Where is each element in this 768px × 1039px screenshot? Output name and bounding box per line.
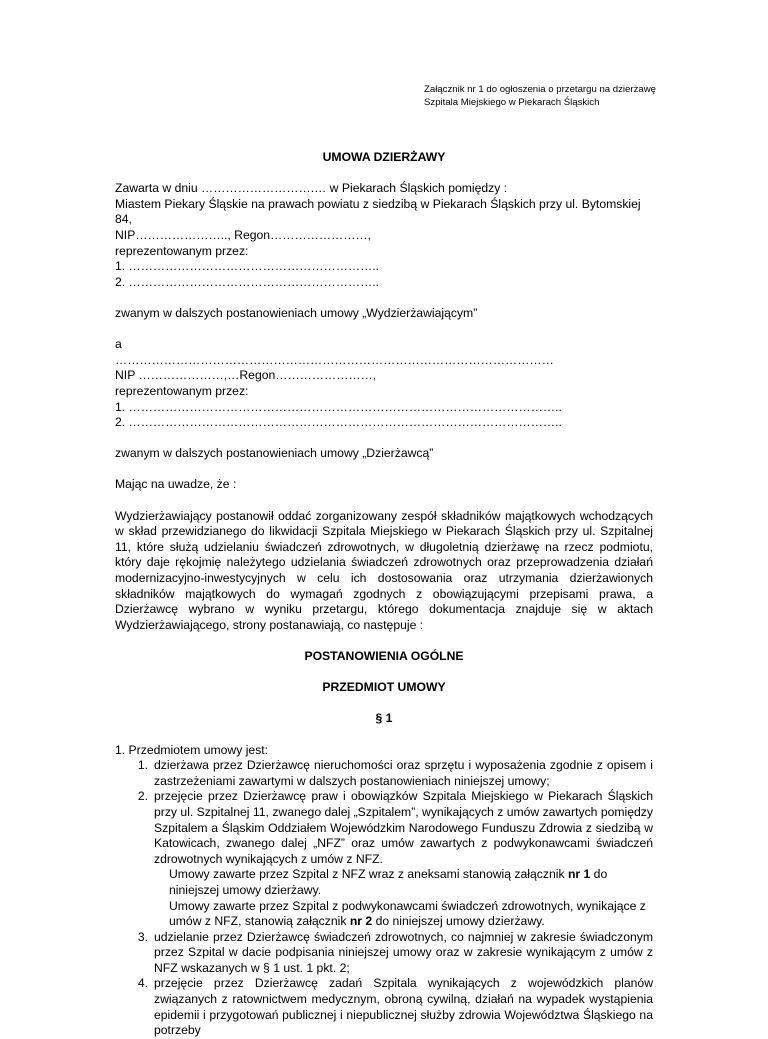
list-item: [127, 930, 653, 977]
intro-line: Zawarta w dniu ……………………….… w Piekarach Śląskich pomiędzy :: [115, 181, 508, 196]
list-item-text: przejęcie przez Dzierżawcę praw i obowiązków Szpitala Miejskiego w Piekarach Śląskich przy ul. Szpitalnej 11, zwanego dalej „Szpitalem”, wynikających z umów zawartych pomiędzy Szpitalem a Śląskim Oddziałem Wojewódzkim Narodowego Funduszu Zdrowia z siedzibą w Katowicach, zwanego dalej „NFZ” oraz umów zawartych z podwykonawcami świadczeń zdrowotnych wynikających z umów z NFZ.: [154, 789, 653, 866]
subject-list: [127, 758, 653, 1039]
party-2-line: NIP …………………,…Regon……………………,: [115, 368, 377, 383]
party-2-line: a: [115, 337, 122, 352]
preamble-paragraph: Wydzierżawiający postanowił oddać zorganizowany zespół składników majątkowych wchodzących w skład przewidzianego do likwidacji Szpitala Miejskiego w Piekarach Śląskich przy ul. Szpitalnej 11, które służą udzielaniu świadczeń zdrowotnych, w długoletnią dzierżawę na rzecz podmiotu, który daje rękojmię należytego udzielania świadczeń zdrowotnych oraz przeprowadzenia działań modernizacyjno-inwestycyjnych w celu ich dostosowania oraz utrzymania dzierżawionych składników majątkowych do wymagań zgodnych z obowiązującymi przepisami prawa, a Dzierżawcę wybrano w wyniku przetargu, którego dokumentacja znajduje się w aktach Wydzierżawiającego, strony postanawiają, co następuje :: [115, 508, 653, 632]
list-item-number: 2.: [137, 789, 148, 804]
intro-line: 2. ……………………………………………………..: [115, 274, 380, 289]
list-item-text: przejęcie przez Dzierżawcę zadań Szpitala wynikających z wojewódzkich planów związanych z ratownictwem medycznym, obroną cywilną, działań na wypadek wystąpienia epidemii i przygotowań publicznej i niepublicznej służby zdrowia Województwa Śląskiego na potrzeby: [154, 976, 653, 1038]
document-body: [115, 150, 653, 1039]
subject-intro: 1. Przedmiotem umowy jest:: [115, 742, 269, 757]
document-title: UMOWA DZIERŻAWY: [322, 150, 446, 164]
whereas-line: Mając na uwadze, że :: [115, 477, 237, 492]
list-item: [127, 789, 653, 867]
party-1-designation: zwanym w dalszych postanowieniach umowy „Wydzierżawiającym”: [115, 305, 478, 320]
annex-line-1: Załącznik nr 1 do ogłoszenia o przetargu na dzierżawę: [424, 84, 656, 95]
annex-reference-note: Umowy zawarte przez Szpital z NFZ wraz z aneksami stanowią załącznik nr 1 do niniejszej umowy dzierżawy.: [169, 867, 608, 897]
list-item: [127, 758, 653, 789]
party-2-line: 2. ……………………………………………………………………………………………..: [115, 415, 562, 430]
intro-line: Miastem Piekary Śląskie na prawach powiatu z siedzibą w Piekarach Śląskich przy ul. Bytomskiej 84,: [115, 196, 641, 227]
list-item: [127, 976, 653, 1038]
heading-subject: PRZEDMIOT UMOWY: [322, 680, 446, 695]
annex-line-2: Szpitala Miejskiego w Piekarach Śląskich: [424, 97, 600, 108]
list-item-text: dzierżawa przez Dzierżawcę nieruchomości oraz sprzętu i wyposażenia zgodnie z opisem i zastrzeżeniami zawartymi w dalszych postanowieniach niniejszej umowy;: [154, 758, 653, 788]
heading-general-provisions: POSTANOWIENIA OGÓLNE: [304, 649, 464, 663]
intro-line: 1. ……………………………………………………..: [115, 259, 380, 274]
annex-note: [424, 83, 656, 109]
intro-line: NIP………………….., Regon……………………,: [115, 227, 371, 242]
party-2-line: 1. ……………………………………………………………………………………………..: [115, 399, 562, 414]
intro-line: reprezentowanym przez:: [115, 243, 249, 258]
party-2-designation: zwanym w dalszych postanowieniach umowy „Dzierżawcą”: [115, 446, 434, 461]
party-2-line: reprezentowanym przez:: [115, 383, 249, 398]
section-mark: § 1: [375, 711, 393, 726]
list-item-number: 4.: [137, 976, 148, 991]
party-2-line: ………………………………………………………………………………………………: [115, 352, 554, 367]
annex-reference-note: Umowy zawarte przez Szpital z podwykonawcami świadczeń zdrowotnych, wynikające z umów z NFZ, stanowią załącznik nr 2 do niniejszej umowy dzierżawy.: [169, 898, 646, 929]
list-item-text: udzielanie przez Dzierżawcę świadczeń zdrowotnych, co najmniej w zakresie świadczonym przez Szpital w dacie podpisania niniejszej umowy oraz w zakresie wynikającym z umów z NFZ wskazanych w § 1 ust. 1 pkt. 2;: [154, 929, 653, 975]
list-item-number: 3.: [137, 929, 148, 944]
list-item-number: 1.: [137, 758, 148, 773]
